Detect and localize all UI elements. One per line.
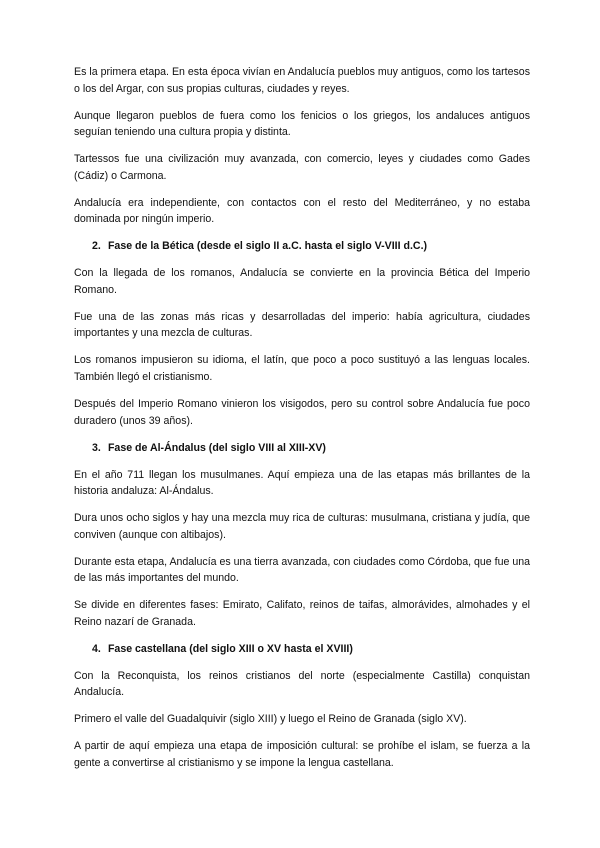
paragraph: A partir de aquí empieza una etapa de imposición cultural: se prohíbe el islam, se fuerza a la gente a convertirse al cristianismo y se impone la lengua castellana. (74, 740, 530, 770)
paragraph: Los romanos impusieron su idioma, el latín, que poco a poco sustituyó a las lenguas locales. También llegó el cristianismo. (74, 354, 530, 384)
paragraph: En el año 711 llegan los musulmanes. Aquí empieza una de las etapas más brillantes de la historia andaluza: Al-Ándalus. (74, 468, 530, 498)
section-title: Fase de la Bética (desde el siglo II a.C. hasta el siglo V-VIII d.C.) (107, 240, 428, 253)
paragraph: Fue una de las zonas más ricas y desarrolladas del imperio: había agricultura, ciudades importantes y una mezcla de culturas. (74, 310, 530, 340)
paragraph: Dura unos ocho siglos y hay una mezcla muy rica de culturas: musulmana, cristiana y judía, que conviven (aunque con altibajos). (74, 512, 530, 541)
section-number: 3. (92, 441, 101, 454)
paragraph: Con la Reconquista, los reinos cristianos del norte (especialmente Castilla) conquistan Andalucía. (74, 669, 530, 699)
paragraph: Durante esta etapa, Andalucía es una tierra avanzada, con ciudades como Córdoba, que fue una de las más importantes del mundo. (74, 555, 530, 585)
section-number: 2. (92, 240, 101, 253)
paragraph: Con la llegada de los romanos, Andalucía se convierte en la provincia Bética del Imperio Romano. (74, 267, 530, 296)
paragraph: Primero el valle del Guadalquivir (siglo XIII) y luego el Reino de Granada (siglo XV). (74, 713, 467, 726)
document-page (74, 64, 530, 782)
paragraph: Después del Imperio Romano vinieron los visigodos, pero su control sobre Andalucía fue poco duradero (unos 39 años). (74, 398, 530, 427)
paragraph: Andalucía era independiente, con contactos con el resto del Mediterráneo, y no estaba dominada por ningún imperio. (74, 196, 530, 226)
paragraph: Tartessos fue una civilización muy avanzada, con comercio, leyes y ciudades como Gades (Cádiz) o Carmona. (74, 153, 530, 182)
paragraph: Aunque llegaron pueblos de fuera como los fenicios o los griegos, los andaluces antiguos seguían teniendo una cultura propia y distinta. (74, 109, 530, 139)
section-title: Fase de Al-Ándalus (del siglo VIII al XIII-XV) (107, 441, 326, 454)
paragraph: Es la primera etapa. En esta época vivían en Andalucía pueblos muy antiguos, como los tartesos o los del Argar, con sus propias culturas, ciudades y reyes. (74, 66, 530, 95)
section-heading (74, 440, 530, 457)
section-heading (74, 641, 530, 658)
section-number: 4. (92, 642, 101, 655)
section-title: Fase castellana (del siglo XIII o XV hasta el XVIII) (107, 642, 353, 655)
section-heading (74, 238, 530, 255)
paragraph: Se divide en diferentes fases: Emirato, Califato, reinos de taifas, almorávides, almohades y el Reino nazarí de Granada. (74, 599, 530, 628)
